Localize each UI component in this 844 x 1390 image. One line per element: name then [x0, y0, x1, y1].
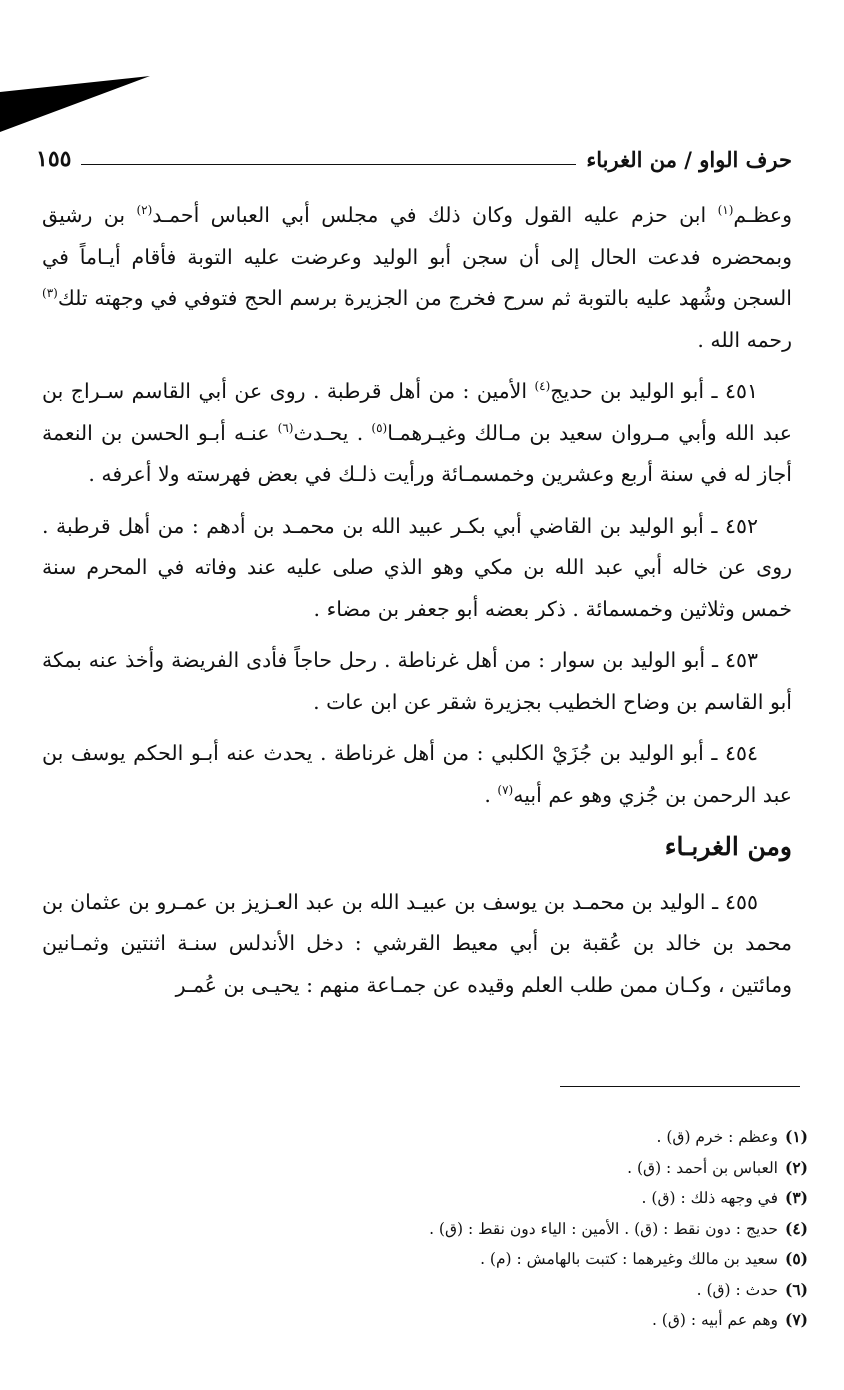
running-title: حرف الواو / من الغرباء	[586, 147, 792, 172]
entry-paragraph	[42, 506, 792, 631]
footnote-number: (١)	[784, 1127, 808, 1146]
footnote-reference: (٧)	[497, 782, 514, 797]
footnote-text: العباس بن أحمد : (ق) .	[627, 1158, 778, 1177]
page-header	[36, 138, 792, 172]
entries-after-heading	[42, 882, 792, 1007]
footnote-number: (٦)	[784, 1279, 808, 1299]
text-segment: بن رشيق وبمحضره فدعت الحال إلى أن سجن أبو الوليد وعرضت عليه التوبة فأقام أيـاماً في السجن وشُهد عليه بالتوبة ثم سرح فخرج من الجزيرة برسم الحج فتوفي في وجهته تلك	[42, 203, 792, 310]
footnote-text: حدث : (ق) .	[696, 1280, 778, 1299]
footnotes	[120, 1122, 808, 1336]
text-segment: رحمه الله .	[697, 327, 792, 352]
footnote-text: وهم عم أبيه : (ق) .	[651, 1311, 778, 1329]
footnote	[120, 1122, 808, 1153]
footnote-number: (٧)	[784, 1310, 808, 1329]
text-segment: . يحـدث	[293, 420, 372, 445]
continuation-paragraph	[42, 195, 792, 361]
footnote-reference: (٣)	[42, 286, 58, 301]
text-segment: ٤٥٢ ـ أبو الوليد بن القاضي أبي بكـر عبيد الله بن محمـد بن أدهم : من أهل قرطبة . روى عن خاله أبي عبد الله بن مكي وهو الذي صلى عليه عند وفاته في المحرم سنة خمس وثلاثين وخمسمائة . ذكر بعضه أبو جعفر بن مضاء .	[42, 513, 792, 621]
footnote-number: (٤)	[784, 1218, 808, 1238]
text-segment: الأمين : من أهل قرطبة . روى عن أبي القاسم سـراج بن عبد الله وأبي مـروان سعيد بن مـالك وغيـرهمـا	[42, 379, 792, 445]
section-heading: ومن الغربـاء	[664, 832, 792, 861]
footnote-reference: (٦)	[277, 420, 294, 435]
main-text	[42, 195, 792, 1016]
text-segment: ٤٥١ ـ أبو الوليد بن حديج	[550, 379, 758, 403]
footnote	[120, 1305, 808, 1336]
footnote-number: (٢)	[784, 1157, 808, 1177]
entry-paragraph	[42, 882, 792, 1007]
footnote	[120, 1153, 808, 1184]
footnote-text: حديج : دون نقط : (ق) . الأمين : الياء دون نقط : (ق) .	[429, 1219, 778, 1238]
footnote	[120, 1214, 808, 1245]
entries-before-heading	[42, 195, 792, 816]
footnote-reference: (١)	[717, 203, 734, 218]
entry-paragraph	[42, 640, 792, 723]
text-segment: وعظـم	[733, 203, 793, 227]
entry-paragraph	[42, 371, 792, 496]
footnote	[120, 1244, 808, 1275]
footnote-reference: (٥)	[371, 420, 388, 435]
text-segment: ٤٥٤ ـ أبو الوليد بن جُزَيْ الكلبي : من أهل غرناطة . يحدث عنه أبـو الحكم يوسف بن عبد الرحمن بن جُزي وهو عم أبيه	[42, 741, 792, 807]
footnote-number: (٥)	[784, 1249, 808, 1268]
footnote	[120, 1275, 808, 1306]
text-segment: ٤٥٣ ـ أبو الوليد بن سوار : من أهل غرناطة . رحل حاجاً فأدى الفريضة وأخذ عنه بمكة أبو القاسم بن وضاح الخطيب بجزيرة شقر عن ابن عات .	[42, 648, 792, 714]
footnote-text: سعيد بن مالك وغيرهما : كتبت بالهامش : (م) .	[480, 1250, 778, 1268]
page-number: ١٥٥	[36, 146, 72, 172]
entry-paragraph	[42, 733, 792, 816]
footnote-rule	[560, 1086, 800, 1087]
header-rule	[81, 164, 576, 165]
corner-scan-mark	[0, 70, 150, 135]
footnote-text: في وجهه ذلك : (ق) .	[641, 1189, 778, 1207]
footnote	[120, 1183, 808, 1214]
footnote-text: وعظم : خرم (ق) .	[656, 1128, 778, 1146]
text-segment: ٤٥٥ ـ الوليد بن محمـد بن يوسف بن عبيـد الله بن عبد العـزيز بن عمـرو بن عثمان بن محمد بن خالد بن عُقبة بن أبي معيط القرشي : دخل الأندلس سنـة اثنتين وثمـانين ومائتين ، وكـان ممن طلب العلم وقيده عن جمـاعة منهم : يحيـى بن عُمـر	[42, 889, 792, 997]
footnote-number: (٣)	[784, 1188, 808, 1207]
footnote-reference: (٢)	[136, 203, 153, 218]
footnote-reference: (٤)	[534, 379, 551, 394]
text-segment: عنـه أبـو الحسن بن النعمة أجاز له في سنة أربع وعشرين وخمسمـائة ورأيت ذلـك في بعض فهرسته ولا أعرفه .	[42, 420, 792, 486]
text-segment: ابن حزم عليه القول وكان ذلك في مجلس أبي العباس أحمـد	[152, 203, 718, 227]
text-segment: .	[484, 782, 498, 807]
